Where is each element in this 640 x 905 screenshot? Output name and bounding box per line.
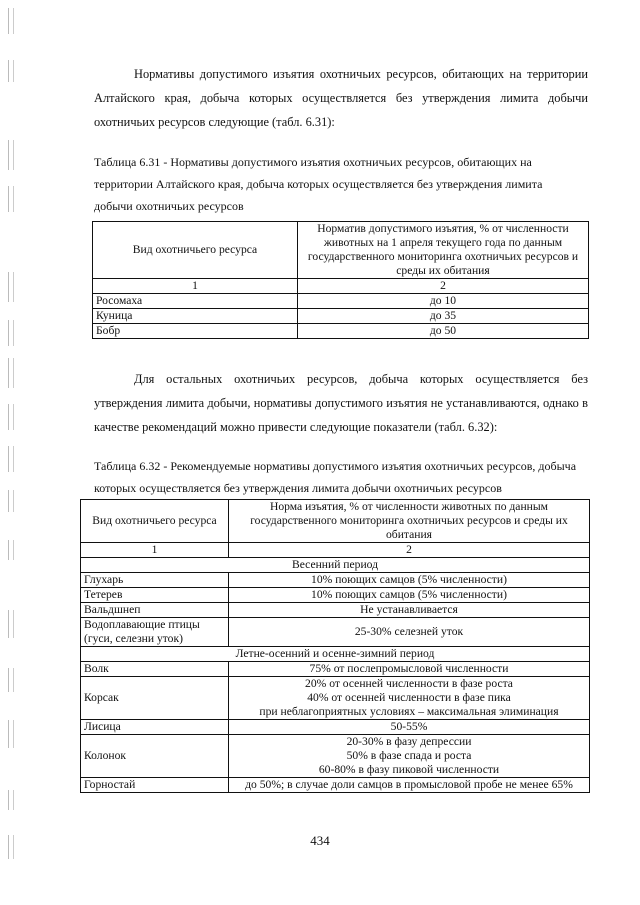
species-cell: Куница xyxy=(93,309,298,324)
species-cell: Бобр xyxy=(93,324,298,339)
table-6-32-caption: Таблица 6.32 - Рекомендуемые нормативы допустимого изъятия охотничьих ресурсов, добыча которых осуществляется без утверждения лимита добычи охотничьих ресурсов xyxy=(94,459,577,495)
section-row xyxy=(81,647,590,662)
value-line: 60-80% в фазу пиковой численности xyxy=(318,763,500,776)
species-cell: Волк xyxy=(81,662,229,677)
table-row xyxy=(81,588,590,603)
section-summer: Летне-осенний и осенне-зимний период xyxy=(81,647,590,662)
value-line: при неблагоприятных условиях – максимальная элиминация xyxy=(259,705,559,718)
table-header-row xyxy=(81,500,590,543)
table-6-31 xyxy=(92,221,589,339)
header-cell: Норматив допустимого изъятия, % от численности животных на 1 апреля текущего года по данным государственного мониторинга охотничьих ресурсов и среды их обитания xyxy=(298,222,589,279)
value-line: 50% в фазе спада и роста xyxy=(346,749,472,762)
species-cell: Лисица xyxy=(81,720,229,735)
table-row xyxy=(93,309,589,324)
column-number-row xyxy=(81,543,590,558)
binding-edge xyxy=(4,0,26,905)
table-row xyxy=(81,618,590,647)
table-row xyxy=(81,720,590,735)
column-number: 2 xyxy=(229,543,590,558)
table-row xyxy=(81,677,590,720)
value-cell: до 10 xyxy=(298,294,589,309)
column-number: 2 xyxy=(298,279,589,294)
table-row xyxy=(93,324,589,339)
species-cell: Вальдшнеп xyxy=(81,603,229,618)
table-row xyxy=(81,778,590,793)
value-cell: 75% от послепромысловой численности xyxy=(229,662,590,677)
table-row xyxy=(81,573,590,588)
table-header-row xyxy=(93,222,589,279)
column-number: 1 xyxy=(93,279,298,294)
value-line: 40% от осенней численности в фазе пика xyxy=(307,691,511,704)
value-cell: 10% поющих самцов (5% численности) xyxy=(229,573,590,588)
species-cell: Корсак xyxy=(81,677,229,720)
value-line: 20-30% в фазу депрессии xyxy=(346,735,472,748)
header-cell: Вид охотничьего ресурса xyxy=(81,500,229,543)
section-row xyxy=(81,558,590,573)
species-cell: Росомаха xyxy=(93,294,298,309)
intro-paragraph: Нормативы допустимого изъятия охотничьих ресурсов, обитающих на территории Алтайского края, добыча которых осуществляется без утверждения лимита добычи охотничьих ресурсов следующие (табл. 6.31): xyxy=(94,67,588,129)
value-line: 20% от осенней численности в фазе роста xyxy=(305,677,513,690)
value-cell: до 35 xyxy=(298,309,589,324)
value-cell xyxy=(229,735,590,778)
species-cell: Колонок xyxy=(81,735,229,778)
species-cell: Водоплавающие птицы (гуси, селезни уток) xyxy=(81,618,229,647)
page-number: 434 xyxy=(310,833,330,848)
value-cell: 25-30% селезней уток xyxy=(229,618,590,647)
species-cell: Тетерев xyxy=(81,588,229,603)
table-6-31-caption: Таблица 6.31 - Нормативы допустимого изъятия охотничьих ресурсов, обитающих на территории Алтайского края, добыча которых осуществляется без утверждения лимита добычи охотничьих ресурсов xyxy=(94,155,543,213)
species-cell: Горностай xyxy=(81,778,229,793)
header-cell: Норма изъятия, % от численности животных по данным государственного мониторинга охотничьих ресурсов и среды их обитания xyxy=(229,500,590,543)
value-cell: 10% поющих самцов (5% численности) xyxy=(229,588,590,603)
section-spring: Весенний период xyxy=(81,558,590,573)
species-cell: Глухарь xyxy=(81,573,229,588)
value-cell xyxy=(229,677,590,720)
value-cell: Не устанавливается xyxy=(229,603,590,618)
table-row xyxy=(81,662,590,677)
value-cell: до 50 xyxy=(298,324,589,339)
header-cell: Вид охотничьего ресурса xyxy=(93,222,298,279)
table-row xyxy=(81,603,590,618)
column-number: 1 xyxy=(81,543,229,558)
table-6-32 xyxy=(80,499,590,793)
column-number-row xyxy=(93,279,589,294)
table-row xyxy=(93,294,589,309)
middle-paragraph: Для остальных охотничьих ресурсов, добыча которых осуществляется без утверждения лимита добычи, нормативы допустимого изъятия не устанавливаются, однако в качестве рекомендаций можно привести следующие показатели (табл. 6.32): xyxy=(94,372,588,434)
value-cell: 50-55% xyxy=(229,720,590,735)
value-cell: до 50%; в случае доли самцов в промысловой пробе не менее 65% xyxy=(229,778,590,793)
table-row xyxy=(81,735,590,778)
